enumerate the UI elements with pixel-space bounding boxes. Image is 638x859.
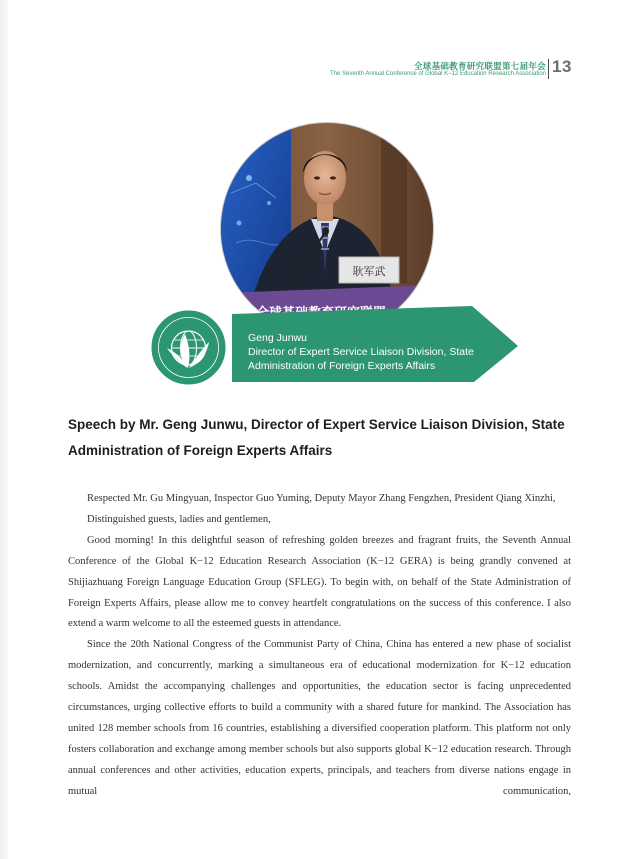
- portrait-illustration: [221, 123, 434, 336]
- speech-paragraph: Good morning! In this delightful season of refreshing golden breezes and fragrant fruits, the Seventh Annual Conference of the Global K−12 Education Research Association (K−12 GERA) is being grandly convened at Shijiazhuang Foreign Language Education Group (SFLEG). To begin with, on behalf of the State Administration of Foreign Experts Affairs, please allow me to convey heartfelt congratulations on the success of this conference. I also extend a warm welcome to all the esteemed guests in attendance.: [68, 534, 571, 630]
- speech-paragraph: Distinguished guests, ladies and gentlemen,: [87, 513, 271, 525]
- globe-leaf-logo-icon: [149, 308, 228, 387]
- header-title-cn: 全球基础教育研究联盟第七届年会: [413, 62, 546, 72]
- speaker-portrait: [220, 122, 434, 336]
- speaker-caption: [248, 331, 474, 373]
- header-title-en: The Seventh Annual Conference of Global K−12 Education Research Association: [330, 71, 546, 77]
- speaker-name: Geng Junwu: [248, 332, 307, 344]
- speech-title: [68, 412, 578, 464]
- speech-body: [68, 489, 571, 803]
- speaker-position-line1: Director of Expert Service Liaison Division, State: [248, 346, 474, 358]
- speaker-position-line2: Administration of Foreign Experts Affairs: [248, 360, 436, 372]
- speech-title-line1: Speech by Mr. Geng Junwu, Director of Expert Service Liaison Division, State: [68, 417, 565, 432]
- page-number: 13: [552, 57, 572, 76]
- nameplate-text: 耿军武: [352, 265, 386, 278]
- speech-paragraph: Since the 20th National Congress of the Communist Party of China, China has entered a new phase of socialist modernization, and concurrently, marking a simultaneous era of educational modernization for K−12 education schools. Amidst the accompanying challenges and opportunities, the education sector is facing unprecedented circumstances, urging collective efforts to build a community with a shared future for mankind. The Association has united 128 member schools from 16 countries, establishing a diversified cooperation platform. This platform not only fosters collaboration and exchange among member schools but also supports global K−12 education research. Through annual conferences and other activities, education experts, principals, and teachers from diverse nations engage in mutual communication,: [68, 639, 571, 797]
- page-margin-strip: [0, 0, 8, 859]
- header-divider: [548, 59, 549, 79]
- speech-title-line2: Administration of Foreign Experts Affairs: [68, 443, 333, 458]
- speech-paragraph: Respected Mr. Gu Mingyuan, Inspector Guo Yuming, Deputy Mayor Zhang Fengzhen, President Qiang Xinzhi,: [87, 493, 556, 504]
